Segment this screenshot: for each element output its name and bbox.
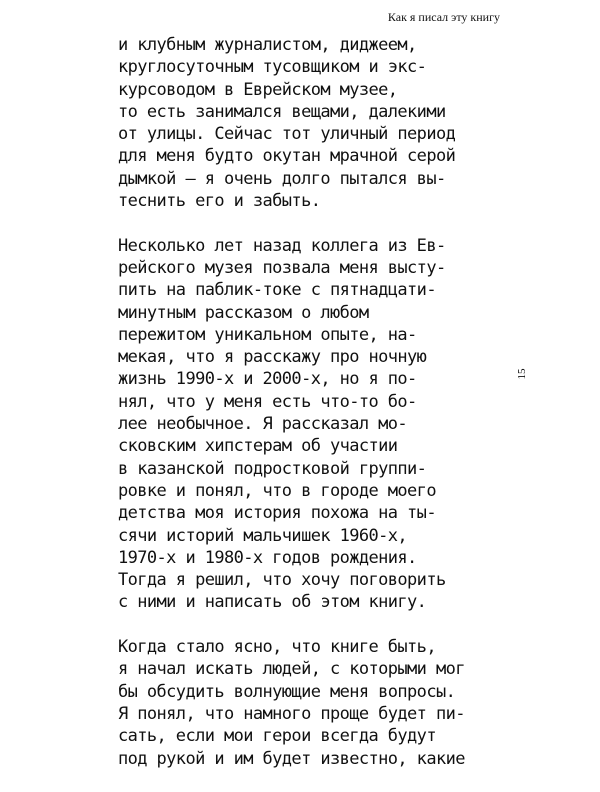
text-line: и клубным журналистом, диджеем, (118, 35, 417, 55)
text-line: то есть занимался вещами, далекими (118, 101, 446, 122)
text-line: пить на паблик-токе с пятнадцати- (118, 280, 436, 301)
paragraph-2 (118, 235, 518, 614)
text-line: лее необычное. Я рассказал мо- (118, 414, 408, 435)
text-line: в казанской подростковой группи- (118, 458, 427, 479)
text-line: минутным рассказом о любом (118, 302, 369, 323)
text-line: Несколько лет назад коллега из Ев- (118, 235, 446, 256)
page-number: 15 (516, 368, 528, 380)
text-line: курсоводом в Еврейском музее, (118, 79, 398, 100)
text-line: бы обсудить волнующие меня вопросы. (118, 681, 456, 702)
text-line: Когда стало ясно, что книге быть, (118, 637, 436, 658)
text-line: сать, если мои герои всегда будут (118, 726, 436, 747)
text-line: детства моя история похожа на ты- (118, 503, 436, 524)
text-line: сячи историй мальчишек 1960-х, (118, 525, 408, 546)
paragraph-1 (118, 34, 518, 212)
text-line: мекая, что я расскажу про ночную (118, 347, 427, 368)
text-line: нял, что у меня есть что-то бо- (118, 391, 417, 412)
text-line: ровке и понял, что в городе моего (118, 480, 436, 501)
text-line: Я понял, что намного проще будет пи- (118, 703, 465, 724)
text-line: теснить его и забыть. (118, 191, 321, 212)
text-line: дымкой — я очень долго пытался вы- (118, 168, 446, 189)
text-line: под рукой и им будет известно, какие (118, 748, 465, 769)
text-line: пережитом уникальном опыте, на- (118, 324, 417, 345)
text-line: для меня будто окутан мрачной серой (118, 146, 456, 167)
text-line: 1970-х и 1980-х годов рождения. (118, 547, 417, 568)
text-line: Тогда я решил, что хочу поговорить (118, 570, 446, 591)
body-text (118, 34, 518, 792)
text-line: я начал искать людей, с которыми мог (118, 659, 465, 680)
text-line: от улицы. Сейчас тот уличный период (118, 124, 456, 145)
text-line: рейского музея позвала меня высту- (118, 257, 446, 278)
text-line: жизнь 1990-х и 2000-х, но я по- (118, 369, 417, 390)
running-head: Как я писал эту книгу (387, 10, 500, 24)
text-line: круглосуточным тусовщиком и экс- (118, 57, 427, 78)
text-line: сковским хипстерам об участии (118, 436, 398, 457)
text-line: с ними и написать об этом книгу. (118, 592, 427, 613)
